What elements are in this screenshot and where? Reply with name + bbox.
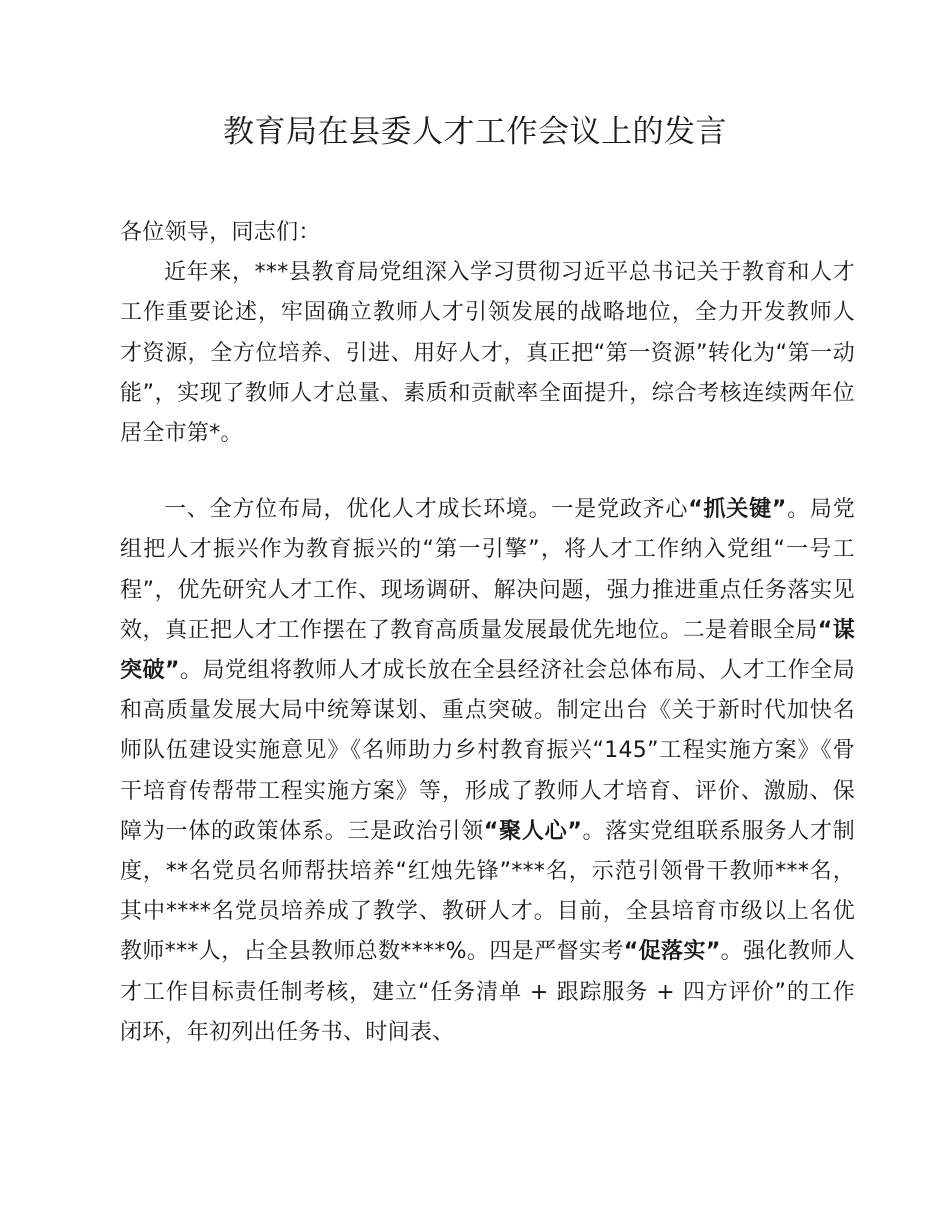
section-one-text-5: 。强化教师人才工作目标责任制考核，建立“任务清单 + 跟踪服务 + 四方评价”的工作闭环，年初列出任务书、时间表、: [120, 939, 855, 1045]
keyword-promote-implementation: “促落实”: [623, 939, 721, 965]
section-one-text-1: 一、全方位布局，优化人才成长环境。一是党政齐心: [164, 497, 689, 523]
paragraph-spacer: [120, 454, 855, 490]
paragraph-intro: 近年来，***县教育局党组深入学习贯彻习近平总书记关于教育和人才工作重要论述，牢固确立教师人才引领发展的战略地位，全力开发教师人才资源，全方位培养、引进、用好人才，真正把“第一资源”转化为“第一动能”，实现了教师人才总量、素质和贡献率全面提升，综合考核连续两年位居全市第*。: [120, 260, 855, 447]
section-one-text-2: 。局党组把人才振兴作为教育振兴的“第一引擎”，将人才工作纳入党组“一号工程”，优先研究人才工作、现场调研、解决问题，强力推进重点任务落实见效，真正把人才工作摆在了教育高质量发展最优先地位。二是着眼全局: [120, 497, 856, 643]
document-body: [120, 213, 855, 1053]
keyword-gather-hearts: “聚人心”: [483, 818, 583, 844]
salutation: 各位领导，同志们：: [120, 220, 321, 245]
keyword-grasp-key: “抓关键”: [688, 497, 787, 523]
section-one-text-3: 。局党组将教师人才成长放在全县经济社会总体布局、人才工作全局和高质量发展大局中统筹谋划、重点突破。制定出台《关于新时代加快名师队伍建设实施意见》《名师助力乡村教育振兴“145”工程实施方案》《骨干培育传帮带工程实施方案》等，形成了教师人才培育、评价、激励、保障为一体的政策体系。三是政治引领: [120, 658, 855, 844]
section-one-text-4: 。落实党组联系服务人才制度，**名党员名师帮扶培养“红烛先锋”***名，示范引领骨干教师***名，其中****名党员培养成了教学、教研人才。目前，全县培育市级以上名优教师***人，占全县教师总数****%。四是严督实考: [120, 818, 856, 965]
keyword-seek-breakthrough: “谋突破”: [120, 617, 856, 684]
paragraph-section-one: [120, 490, 855, 1053]
document-title: 教育局在县委人才工作会议上的发言: [223, 114, 727, 150]
